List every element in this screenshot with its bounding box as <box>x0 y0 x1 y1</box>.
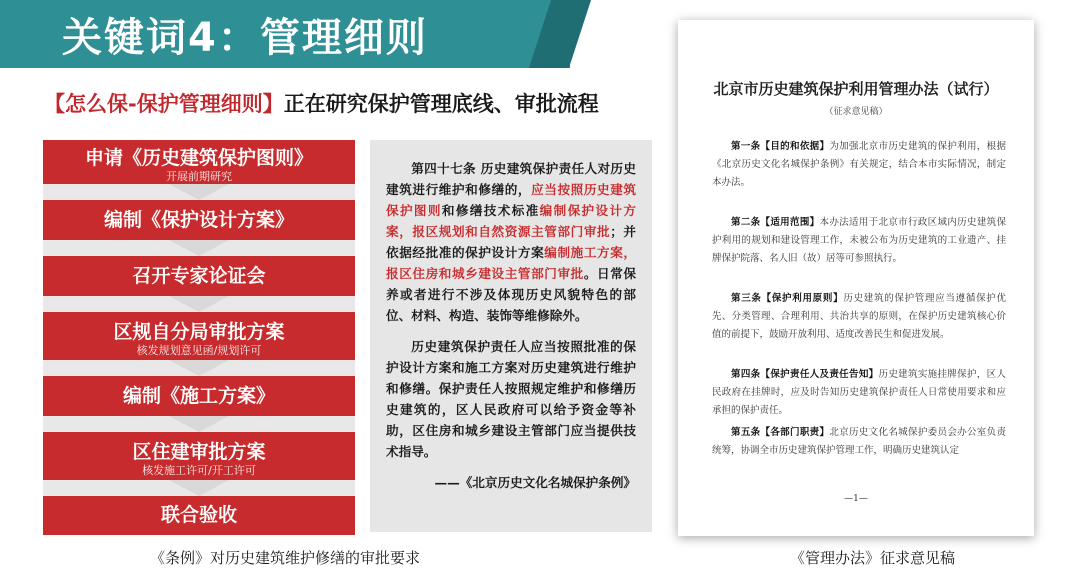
quote-paragraph-2: 历史建筑保护责任人应当按照批准的保护设计方案和施工方案对历史建筑进行维护和修缮。保护责任人按照规定维护和修缮历史建筑的，区人民政府可以给予资金等补助，区住房和城乡建设主管部门应当提供技术指导。 <box>386 339 636 459</box>
flow-step-note: 核发规划意见函/规划许可 <box>136 344 262 357</box>
down-arrow-icon <box>169 480 229 496</box>
caption-left: 《条例》对历史建筑维护修缮的审批要求 <box>150 549 421 567</box>
regulation-quote <box>370 140 652 532</box>
flow-step-7 <box>43 496 355 535</box>
subtitle-bracket: 【怎么保-保护管理细则】 <box>44 92 284 116</box>
quote-source: ——《北京历史文化名城保护条例》 <box>434 475 636 490</box>
approval-flow-chart <box>43 140 355 535</box>
document-article-3 <box>712 290 1006 344</box>
flow-step-2 <box>43 200 355 240</box>
quote-text: 第四十七条 历史建筑保护责任人对历史建筑进行维护和修缮的， <box>386 161 636 197</box>
flow-step-label: 区住建审批方案 <box>132 441 266 463</box>
quote-text: 和修缮技术标准 <box>441 203 540 218</box>
flow-step-label: 区规自分局审批方案 <box>113 321 285 343</box>
document-article-5 <box>712 424 1006 460</box>
quote-text: 。日常保养或者进行不涉及体现历史风貌特色的部位、材料、构造、装饰等维修除外。 <box>386 266 637 323</box>
document-subtitle: （征求意见稿） <box>824 107 888 117</box>
document-title: 北京市历史建筑保护利用管理办法（试行） <box>713 80 999 98</box>
quote-highlight: 编制施工方案，报区住房和城乡建设主管部门审批 <box>386 245 637 281</box>
article-heading: 第四条【保护责任人及责任告知】 <box>731 369 879 380</box>
article-body: 北京历史文化名城保护委员会办公室负责统筹，协调全市历史建筑保护管理工作，明确历史建筑认定 <box>712 427 1006 456</box>
section-subtitle <box>44 88 599 118</box>
article-body: 历史建筑实施挂牌保护，区人民政府在挂牌时，应及时告知历史建筑保护责任人日常使用要求和应承担的保护责任。 <box>712 369 1006 416</box>
page-number: —1— <box>844 494 868 504</box>
flow-step-label: 召开专家论证会 <box>132 265 266 287</box>
article-body: 本办法适用于北京市行政区域内历史建筑保护利用的规划和建设管理工作，未被公布为历史建筑的工业遗产、挂牌保护院落、名人旧（故）居等可参照执行。 <box>712 217 1006 264</box>
page-title: 关键词4：管理细则 <box>62 15 428 61</box>
subtitle-rest: 正在研究保护管理底线、审批流程 <box>283 92 599 116</box>
flow-step-label: 申请《历史建筑保护图则》 <box>84 147 313 169</box>
down-arrow-icon <box>169 360 229 376</box>
document-article-1 <box>712 138 1006 192</box>
down-arrow-icon <box>169 416 229 432</box>
document-article-4 <box>712 366 1006 420</box>
quote-highlight: 应当按照历史建筑保护图则 <box>386 182 637 218</box>
quote-paragraph-1 <box>386 158 636 326</box>
article-heading: 第二条【适用范围】 <box>731 217 820 228</box>
caption-right: 《管理办法》征求意见稿 <box>790 549 956 567</box>
document-page <box>678 20 1034 536</box>
down-arrow-icon <box>169 184 229 200</box>
article-body: 历史建筑的保护管理应当遵循保护优先、分类管理、合理利用、共治共享的原则，在保护历史建筑核心价值的前提下，鼓励开放利用、适度改善民生和促进发展。 <box>712 293 1006 340</box>
flow-step-3 <box>43 256 355 296</box>
quote-highlight: 编制保护设计方案，报区规划和自然资源主管部门审批 <box>386 203 637 239</box>
flow-step-note: 核发施工许可/开工许可 <box>142 464 256 477</box>
quote-text: ；并依据经批准的保护设计方案 <box>386 224 637 260</box>
flow-step-1 <box>43 140 355 184</box>
article-heading: 第三条【保护利用原则】 <box>731 293 844 304</box>
article-heading: 第五条【各部门职责】 <box>731 427 830 438</box>
down-arrow-icon <box>169 296 229 312</box>
flow-step-label: 编制《保护设计方案》 <box>103 209 294 231</box>
down-arrow-icon <box>169 240 229 256</box>
flow-step-5 <box>43 376 355 416</box>
flow-step-label: 编制《施工方案》 <box>122 385 275 407</box>
document-article-2 <box>712 214 1006 268</box>
article-body: 为加强北京市历史建筑的保护利用，根据《北京历史文化名城保护条例》有关规定，结合本市实际情况，制定本办法。 <box>712 141 1006 188</box>
flow-step-label: 联合验收 <box>160 504 237 526</box>
flow-step-4 <box>43 312 355 360</box>
article-heading: 第一条【目的和依据】 <box>731 141 830 152</box>
flow-step-note: 开展前期研究 <box>166 170 232 183</box>
flow-step-6 <box>43 432 355 480</box>
